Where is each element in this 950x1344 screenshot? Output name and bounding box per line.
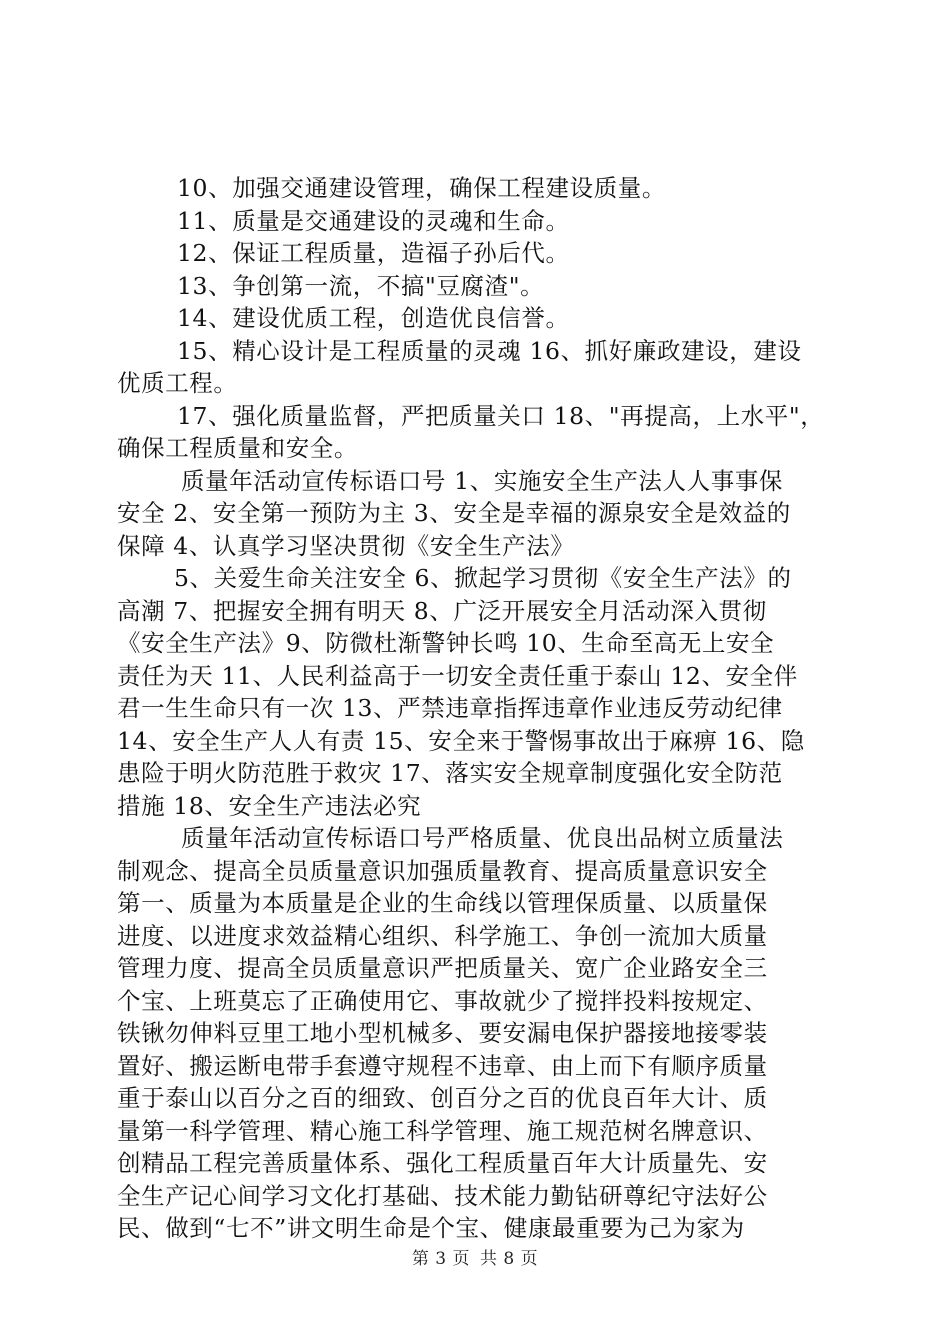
text-line: 14、建设优质工程，创造优良信誉。 bbox=[177, 304, 570, 332]
page-number: 第 3 页 bbox=[411, 1249, 470, 1269]
text-line: 《安全生产法》9、防微杜渐警钟长鸣 10、生命至高无上安全 bbox=[117, 629, 775, 657]
text-line: 创精品工程完善质量体系、强化工程质量百年大计质量先、安 bbox=[117, 1149, 768, 1177]
text-line: 管理力度、提高全员质量意识严把质量关、宽广企业路安全三 bbox=[117, 954, 768, 982]
text-line: 个宝、上班莫忘了正确使用它、事故就少了搅拌投料按规定、 bbox=[117, 986, 768, 1015]
text-line: 民、做到“七不”讲文明生命是个宝、健康最重要为己为家为 bbox=[117, 1214, 745, 1242]
text-line: 责任为天 11、人民利益高于一切安全责任重于泰山 12、安全伴 bbox=[117, 661, 798, 690]
text-line: 措施 18、安全生产违法必究 bbox=[117, 791, 422, 820]
text-line: 第一、质量为本质量是企业的生命线以管理保质量、以质量保 bbox=[117, 889, 768, 917]
text-line: 高潮 7、把握安全拥有明天 8、广泛开展安全月活动深入贯彻 bbox=[117, 596, 767, 625]
text-line: 君一生生命只有一次 13、严禁违章指挥违章作业违反劳动纪律 bbox=[117, 694, 783, 722]
text-line: 10、加强交通建设管理，确保工程建设质量。 bbox=[177, 174, 667, 202]
text-line: 12、保证工程质量，造福子孙后代。 bbox=[177, 239, 570, 267]
text-line: 患险于明火防范胜于救灾 17、落实安全规章制度强化安全防范 bbox=[117, 759, 783, 787]
text-line: 质量年活动宣传标语口号 1、实施安全生产法人人事事保 bbox=[181, 466, 784, 495]
text-line: 量第一科学管理、精心施工科学管理、施工规范树名牌意识、 bbox=[117, 1116, 768, 1145]
text-line: 重于泰山以百分之百的细致、创百分之百的优良百年大计、质 bbox=[117, 1084, 768, 1112]
text-line: 质量年活动宣传标语口号严格质量、优良出品树立质量法 bbox=[181, 824, 784, 852]
page-total: 共 8 页 bbox=[480, 1249, 539, 1269]
text-line: 15、精心设计是工程质量的灵魂 16、抓好廉政建设，建设 bbox=[177, 336, 802, 365]
text-line: 优质工程。 bbox=[117, 369, 238, 397]
text-line: 11、质量是交通建设的灵魂和生命。 bbox=[177, 206, 570, 235]
text-line: 17、强化质量监督，严把质量关口 18、"再提高，上水平"， bbox=[177, 401, 825, 430]
text-line: 13、争创第一流，不搞"豆腐渣"。 bbox=[177, 271, 545, 300]
document-body bbox=[117, 172, 837, 1245]
text-line: 保障 4、认真学习坚决贯彻《安全生产法》 bbox=[117, 531, 575, 560]
text-line: 铁锹勿伸料豆里工地小型机械多、要安漏电保护器接地接零装 bbox=[117, 1019, 768, 1047]
text-line: 5、关爱生命关注安全 6、掀起学习贯彻《安全生产法》的 bbox=[174, 564, 792, 592]
text-line: 确保工程质量和安全。 bbox=[117, 434, 358, 462]
page-footer bbox=[0, 1244, 950, 1269]
text-line: 制观念、提高全员质量意识加强质量教育、提高质量意识安全 bbox=[117, 856, 768, 885]
text-line: 进度、以进度求效益精心组织、科学施工、争创一流加大质量 bbox=[117, 921, 768, 950]
text-line: 14、安全生产人人有责 15、安全来于警惕事故出于麻痹 16、隐 bbox=[117, 726, 805, 755]
text-line: 全生产记心间学习文化打基础、技术能力勤钻研尊纪守法好公 bbox=[117, 1181, 768, 1210]
text-line: 置好、搬运断电带手套遵守规程不违章、由上而下有顺序质量 bbox=[117, 1051, 768, 1080]
text-line: 安全 2、安全第一预防为主 3、安全是幸福的源泉安全是效益的 bbox=[117, 499, 791, 527]
